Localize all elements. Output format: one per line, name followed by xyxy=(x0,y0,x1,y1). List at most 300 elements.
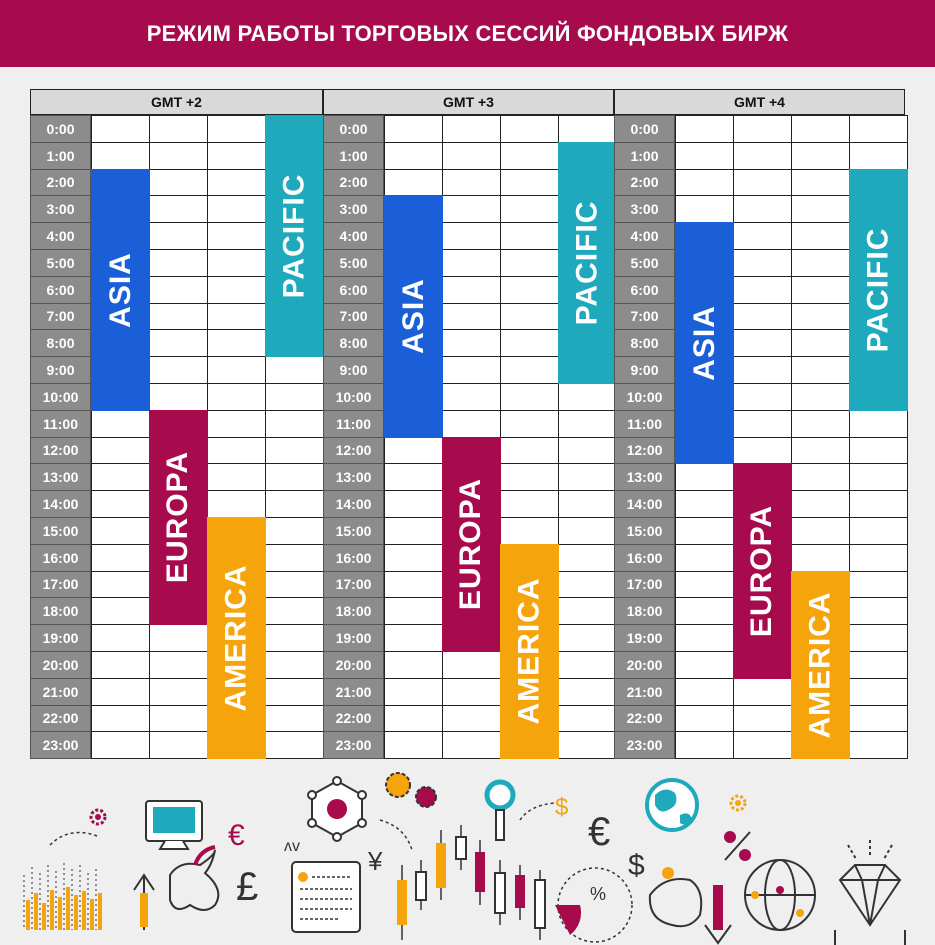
schedule-cell xyxy=(558,410,617,438)
hour-label: 12:00 xyxy=(614,437,675,465)
hour-label: 19:00 xyxy=(30,624,91,652)
schedule-cell xyxy=(500,410,559,438)
schedule-cell xyxy=(442,731,501,759)
schedule-cell xyxy=(91,517,150,545)
schedule-cell xyxy=(849,624,908,652)
schedule-cell xyxy=(675,195,734,223)
hour-label: 6:00 xyxy=(614,276,675,304)
dashed-arc-icon xyxy=(380,820,412,850)
hour-label: 23:00 xyxy=(323,731,384,759)
session-label: EUROPA xyxy=(161,451,195,584)
schedule-cell xyxy=(558,490,617,518)
schedule-cell xyxy=(91,490,150,518)
schedule-cell xyxy=(791,115,850,143)
schedule-cell xyxy=(675,490,734,518)
hour-label: 2:00 xyxy=(323,169,384,197)
session-label: EUROPA xyxy=(745,505,779,638)
schedule-cell xyxy=(384,463,443,491)
schedule-cell xyxy=(675,463,734,491)
schedule-cell xyxy=(91,597,150,625)
magnifier-icon xyxy=(487,782,513,840)
pie-percent-icon xyxy=(555,868,632,942)
schedule-cell xyxy=(265,437,324,465)
schedule-cell xyxy=(207,437,266,465)
hour-label: 1:00 xyxy=(30,142,91,170)
schedule-cell xyxy=(442,383,501,411)
session-block-pacific xyxy=(849,169,908,411)
schedule-cell xyxy=(500,222,559,250)
schedule-cell xyxy=(500,517,559,545)
session-block-europa xyxy=(733,463,792,678)
schedule-cell xyxy=(207,356,266,384)
hour-label: 9:00 xyxy=(614,356,675,384)
session-block-europa xyxy=(149,410,208,625)
hour-label: 5:00 xyxy=(614,249,675,277)
schedule-cell xyxy=(849,517,908,545)
hour-label: 3:00 xyxy=(30,195,91,223)
svg-text:%: % xyxy=(590,884,607,904)
schedule-cell xyxy=(265,383,324,411)
candlestick-icon xyxy=(397,825,545,940)
session-label: AMERICA xyxy=(512,577,546,725)
schedule-cell xyxy=(558,437,617,465)
schedule-cell xyxy=(849,410,908,438)
schedule-cell xyxy=(384,571,443,599)
receipt-icon xyxy=(292,862,360,932)
hour-label: 5:00 xyxy=(323,249,384,277)
session-block-america xyxy=(500,544,559,759)
schedule-cell xyxy=(442,249,501,277)
schedule-cell xyxy=(675,731,734,759)
session-block-pacific xyxy=(265,115,324,357)
schedule-cell xyxy=(265,356,324,384)
schedule-cell xyxy=(442,651,501,679)
hour-label: 16:00 xyxy=(614,544,675,572)
pound-icon: £ xyxy=(236,865,259,909)
schedule-cell xyxy=(733,383,792,411)
hour-label: 11:00 xyxy=(323,410,384,438)
gmt-section-title: GMT +4 xyxy=(614,89,905,115)
hour-label: 14:00 xyxy=(30,490,91,518)
schedule-cell xyxy=(558,597,617,625)
schedule-cell xyxy=(733,169,792,197)
hour-label: 23:00 xyxy=(30,731,91,759)
session-label: ASIA xyxy=(687,305,721,382)
schedule-cell xyxy=(500,437,559,465)
hour-label: 3:00 xyxy=(323,195,384,223)
schedule-cell xyxy=(265,490,324,518)
schedule-cell xyxy=(500,142,559,170)
hour-label: 10:00 xyxy=(614,383,675,411)
schedule-cell xyxy=(149,303,208,331)
hour-label: 15:00 xyxy=(323,517,384,545)
schedule-cell xyxy=(558,463,617,491)
schedule-cell xyxy=(207,490,266,518)
schedule-cell xyxy=(733,731,792,759)
schedule-cell xyxy=(265,705,324,733)
schedule-cell xyxy=(442,705,501,733)
schedule-cell xyxy=(558,651,617,679)
session-block-europa xyxy=(442,437,501,652)
gmt-section-title: GMT +2 xyxy=(30,89,323,115)
schedule-cell xyxy=(791,195,850,223)
schedule-cell xyxy=(442,169,501,197)
schedule-cell xyxy=(384,517,443,545)
hour-label: 2:00 xyxy=(614,169,675,197)
schedule-cell xyxy=(91,544,150,572)
schedule-cell xyxy=(675,678,734,706)
schedule-cell xyxy=(675,651,734,679)
schedule-cell xyxy=(149,356,208,384)
schedule-cell xyxy=(265,731,324,759)
schedule-cell xyxy=(733,705,792,733)
schedule-cell xyxy=(849,544,908,572)
diamond-icon xyxy=(835,840,905,945)
hour-label: 17:00 xyxy=(323,571,384,599)
schedule-cell xyxy=(791,329,850,357)
hour-label: 10:00 xyxy=(323,383,384,411)
schedule-cell xyxy=(500,195,559,223)
hour-label: 1:00 xyxy=(614,142,675,170)
schedule-cell xyxy=(91,705,150,733)
gear-icon xyxy=(91,810,105,824)
hour-label: 16:00 xyxy=(30,544,91,572)
schedule-cell xyxy=(675,169,734,197)
schedule-cell xyxy=(849,490,908,518)
schedule-cell xyxy=(207,329,266,357)
hour-label: 10:00 xyxy=(30,383,91,411)
schedule-cell xyxy=(265,571,324,599)
schedule-cell xyxy=(733,115,792,143)
schedule-cell xyxy=(442,276,501,304)
hour-label: 15:00 xyxy=(30,517,91,545)
schedule-cell xyxy=(500,383,559,411)
hour-label: 11:00 xyxy=(30,410,91,438)
chart-bars-icon xyxy=(24,863,102,930)
globe-icon xyxy=(647,780,697,830)
schedule-cell xyxy=(733,329,792,357)
dollar-icon: $ xyxy=(555,794,569,821)
schedule-cell xyxy=(675,705,734,733)
schedule-cell xyxy=(207,463,266,491)
hour-label: 7:00 xyxy=(323,303,384,331)
hour-label: 21:00 xyxy=(323,678,384,706)
session-label: ASIA xyxy=(396,278,430,355)
monitor-icon xyxy=(146,801,202,849)
hour-label: 22:00 xyxy=(614,705,675,733)
schedule-cell xyxy=(733,678,792,706)
gmt-section xyxy=(323,89,614,757)
schedule-cell xyxy=(791,169,850,197)
schedule-cell xyxy=(91,678,150,706)
schedule-cell xyxy=(791,463,850,491)
schedule-cell xyxy=(849,115,908,143)
hour-label: 19:00 xyxy=(614,624,675,652)
molecule-icon xyxy=(308,777,366,841)
hour-label: 6:00 xyxy=(30,276,91,304)
schedule-cell xyxy=(849,463,908,491)
schedule-cell xyxy=(91,115,150,143)
schedule-cell xyxy=(207,115,266,143)
schedule-cell xyxy=(733,356,792,384)
schedule-cell xyxy=(149,142,208,170)
schedule-cell xyxy=(384,544,443,572)
schedule-cell xyxy=(733,410,792,438)
gear-icon xyxy=(731,796,745,810)
schedule-cell xyxy=(149,222,208,250)
schedule-cell xyxy=(442,222,501,250)
gmt-section xyxy=(30,89,323,757)
hour-label: 7:00 xyxy=(614,303,675,331)
schedule-cell xyxy=(500,169,559,197)
hour-label: 4:00 xyxy=(614,222,675,250)
schedule-cell xyxy=(675,597,734,625)
session-block-asia xyxy=(675,222,734,464)
schedule-cell xyxy=(849,678,908,706)
schedule-cell xyxy=(91,410,150,438)
schedule-cell xyxy=(500,463,559,491)
schedule-cell xyxy=(91,731,150,759)
bull-icon xyxy=(170,847,218,910)
gmt-section xyxy=(614,89,905,757)
hour-label: 20:00 xyxy=(30,651,91,679)
session-label: PACIFIC xyxy=(861,227,895,353)
hour-label: 22:00 xyxy=(30,705,91,733)
schedule-cell xyxy=(849,571,908,599)
hour-label: 8:00 xyxy=(30,329,91,357)
bull-head-icon xyxy=(650,867,701,926)
page-title: РЕЖИМ РАБОТЫ ТОРГОВЫХ СЕССИЙ ФОНДОВЫХ БИРЖ xyxy=(146,20,789,46)
schedule-cell xyxy=(265,544,324,572)
down-arrow-icon xyxy=(705,885,731,943)
session-label: PACIFIC xyxy=(277,173,311,299)
schedule-cell xyxy=(384,437,443,465)
schedule-cell xyxy=(149,195,208,223)
session-label: ASIA xyxy=(103,251,137,328)
schedule-cell xyxy=(149,678,208,706)
hour-label: 13:00 xyxy=(30,463,91,491)
schedule-cell xyxy=(500,249,559,277)
session-block-america xyxy=(791,571,850,760)
hour-label: 21:00 xyxy=(30,678,91,706)
euro-outline-icon: € xyxy=(588,810,611,854)
page-header xyxy=(0,0,935,67)
schedule-cell xyxy=(849,651,908,679)
schedule-cell xyxy=(791,437,850,465)
hour-label: 13:00 xyxy=(323,463,384,491)
schedule-cell xyxy=(384,705,443,733)
hour-label: 7:00 xyxy=(30,303,91,331)
schedule-cell xyxy=(733,276,792,304)
schedule-cell xyxy=(500,303,559,331)
schedule-cell xyxy=(384,597,443,625)
schedule-cell xyxy=(442,195,501,223)
schedule-cell xyxy=(675,571,734,599)
globe-grid-icon xyxy=(745,860,815,930)
hour-label: 23:00 xyxy=(614,731,675,759)
schedule-cell xyxy=(91,624,150,652)
hour-label: 13:00 xyxy=(614,463,675,491)
schedule-cell xyxy=(265,597,324,625)
hour-label: 9:00 xyxy=(323,356,384,384)
schedule-cell xyxy=(265,678,324,706)
schedule-cell xyxy=(733,303,792,331)
schedule-cell xyxy=(791,544,850,572)
schedule-cell xyxy=(733,249,792,277)
hour-label: 15:00 xyxy=(614,517,675,545)
hour-label: 0:00 xyxy=(323,115,384,143)
schedule-cell xyxy=(149,329,208,357)
schedule-cell xyxy=(791,303,850,331)
hour-label: 22:00 xyxy=(323,705,384,733)
schedule-cell xyxy=(791,249,850,277)
schedule-cell xyxy=(558,705,617,733)
schedule-cell xyxy=(675,624,734,652)
schedule-cell xyxy=(207,142,266,170)
hour-label: 21:00 xyxy=(614,678,675,706)
hour-label: 3:00 xyxy=(614,195,675,223)
schedule-cell xyxy=(265,410,324,438)
session-block-pacific xyxy=(558,142,617,384)
session-label: PACIFIC xyxy=(570,200,604,326)
dashed-arc-icon xyxy=(520,803,555,820)
hour-label: 4:00 xyxy=(323,222,384,250)
schedule-cell xyxy=(384,490,443,518)
schedule-cell xyxy=(849,437,908,465)
yen-icon: ¥ xyxy=(368,846,383,876)
dashed-arc-icon xyxy=(50,833,100,846)
schedule-cell xyxy=(91,142,150,170)
schedule-cell xyxy=(733,142,792,170)
schedule-cell xyxy=(442,356,501,384)
schedule-cell xyxy=(500,115,559,143)
schedule-cell xyxy=(791,276,850,304)
hour-label: 14:00 xyxy=(323,490,384,518)
schedule-cell xyxy=(849,705,908,733)
schedule-cell xyxy=(207,383,266,411)
hour-label: 12:00 xyxy=(30,437,91,465)
schedule-cell xyxy=(442,329,501,357)
schedule-cell xyxy=(558,731,617,759)
session-label: AMERICA xyxy=(803,591,837,739)
schedule-cell xyxy=(442,410,501,438)
hour-label: 18:00 xyxy=(30,597,91,625)
schedule-cell xyxy=(791,142,850,170)
hour-label: 4:00 xyxy=(30,222,91,250)
schedule-cell xyxy=(442,142,501,170)
arrow-up-icon xyxy=(134,875,154,930)
euro-icon: € xyxy=(228,819,245,852)
hour-label: 20:00 xyxy=(323,651,384,679)
schedule-cell xyxy=(733,195,792,223)
gears-icon xyxy=(386,773,436,807)
schedule-cell xyxy=(791,410,850,438)
hour-label: 2:00 xyxy=(30,169,91,197)
schedule-cell xyxy=(558,624,617,652)
schedule-cell xyxy=(207,169,266,197)
schedule-cell xyxy=(149,651,208,679)
hour-label: 1:00 xyxy=(323,142,384,170)
hour-label: 12:00 xyxy=(323,437,384,465)
decorative-icons-strip xyxy=(0,765,935,945)
schedule-cell xyxy=(675,115,734,143)
schedule-cell xyxy=(384,115,443,143)
schedule-cell xyxy=(149,249,208,277)
schedule-cell xyxy=(791,222,850,250)
schedule-cell xyxy=(384,731,443,759)
dollar-outline-icon: $ xyxy=(628,849,645,882)
hour-label: 0:00 xyxy=(30,115,91,143)
hour-label: 8:00 xyxy=(323,329,384,357)
hour-label: 11:00 xyxy=(614,410,675,438)
schedule-cell xyxy=(791,490,850,518)
schedule-cell xyxy=(207,222,266,250)
hour-label: 5:00 xyxy=(30,249,91,277)
schedule-cell xyxy=(91,571,150,599)
hour-label: 19:00 xyxy=(323,624,384,652)
schedule-cell xyxy=(558,678,617,706)
sessions-table xyxy=(30,89,905,757)
schedule-cell xyxy=(442,115,501,143)
schedule-cell xyxy=(558,544,617,572)
percent-dots-icon xyxy=(724,831,751,861)
schedule-cell xyxy=(558,571,617,599)
schedule-cell xyxy=(675,517,734,545)
schedule-cell xyxy=(149,169,208,197)
schedule-cell xyxy=(207,303,266,331)
schedule-cell xyxy=(384,651,443,679)
hour-label: 18:00 xyxy=(614,597,675,625)
session-block-asia xyxy=(91,169,150,411)
schedule-cell xyxy=(149,383,208,411)
schedule-cell xyxy=(500,356,559,384)
hour-label: 6:00 xyxy=(323,276,384,304)
schedule-cell xyxy=(149,115,208,143)
gmt-section-title: GMT +3 xyxy=(323,89,614,115)
schedule-cell xyxy=(207,276,266,304)
schedule-cell xyxy=(558,383,617,411)
hour-label: 18:00 xyxy=(323,597,384,625)
schedule-cell xyxy=(384,624,443,652)
schedule-cell xyxy=(791,517,850,545)
schedule-cell xyxy=(207,410,266,438)
hour-label: 0:00 xyxy=(614,115,675,143)
schedule-cell xyxy=(558,115,617,143)
hour-label: 20:00 xyxy=(614,651,675,679)
schedule-cell xyxy=(675,544,734,572)
schedule-cell xyxy=(265,624,324,652)
schedule-cell xyxy=(675,142,734,170)
schedule-cell xyxy=(849,731,908,759)
schedule-cell xyxy=(733,222,792,250)
schedule-cell xyxy=(791,356,850,384)
schedule-cell xyxy=(91,651,150,679)
zigzag-icon: ʌv xyxy=(284,838,300,855)
schedule-cell xyxy=(149,624,208,652)
schedule-cell xyxy=(500,490,559,518)
schedule-cell xyxy=(149,276,208,304)
session-label: EUROPA xyxy=(454,478,488,611)
schedule-cell xyxy=(791,383,850,411)
session-block-asia xyxy=(384,195,443,437)
schedule-cell xyxy=(149,731,208,759)
schedule-cell xyxy=(265,463,324,491)
hour-label: 16:00 xyxy=(323,544,384,572)
schedule-cell xyxy=(265,651,324,679)
schedule-cell xyxy=(91,437,150,465)
schedule-cell xyxy=(733,437,792,465)
schedule-cell xyxy=(384,169,443,197)
